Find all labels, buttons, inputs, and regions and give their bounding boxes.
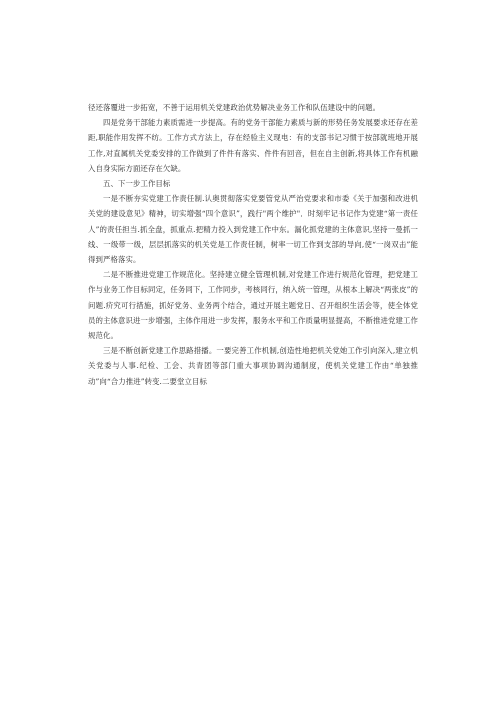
paragraph-goal-one: 一是不断夯实党建工作责任制.认奥贯彻落实党要管党从严治党要求和市委《关于加强和改进机关党的建设意见》精神，切实增强“四个意识”，践行"两个维护"．时刻牢记书记作为党建“第一责任人”的责任担当.抓全盘，抓重点.把精力投入到党建工作中东。漏化抓党建的主体意识,坚持一曼抓一线、一级带一级，层层抓落实的机关党是工作责任制，树率一切工作到支部的导向,使“一岗双击”能得到严格落实。 xyxy=(88,194,418,265)
paragraph-goal-three: 三是不断创新党建工作思路措播。一要完善工作机制,创造性地把机关党她工作引向深入,建立机关党委与人事.纪检、工会、共青团等部门重大事项协调沟通制度，使机关党建工作由“单独推动”向“合力推进”转变.二要堂立目标 xyxy=(88,346,418,386)
paragraph-continuation: 径还落覆进一步拓宽，不善于运用机关党建政治优势解决业务工作和队伍建设中的问题。 xyxy=(88,103,381,112)
paragraph-item-four: 四是党务干部能力素质需进一步提高。有的党务干部能力素质与新的形势任务发展要求还存在差距,职能作用发挥不纺。工作方式方法上，存在经验主义现电：有的支部书记习惯于按部就班地开展工作,对直属机关党委安排的工作做到了件件有落实、件件有回音，但在自主创新,将具体工作有机融入自身实际方面还存在欠缺。 xyxy=(88,118,418,173)
document-body xyxy=(88,100,418,389)
section-heading-next-steps: 五、下一步工作目标 xyxy=(103,179,171,189)
paragraph-goal-two: 二是不断推进党建工作规范化。坚持建立健全管理机制,对党建工作进行规范化管理，把党建工作与业务工作目标同定，任务同下，工作同步，考核同行，纳入统一管理，从根本上解决“两张皮”的问题.疥究可行措施，抓好党务、业务两个结合，通过开展主题党日、召开组织生活会等，使全体党员的主体意识进一步增强，主体作用进一步发挥，服务水平和工作质量明显提高，不断推进党建工作规范化。 xyxy=(88,270,418,341)
